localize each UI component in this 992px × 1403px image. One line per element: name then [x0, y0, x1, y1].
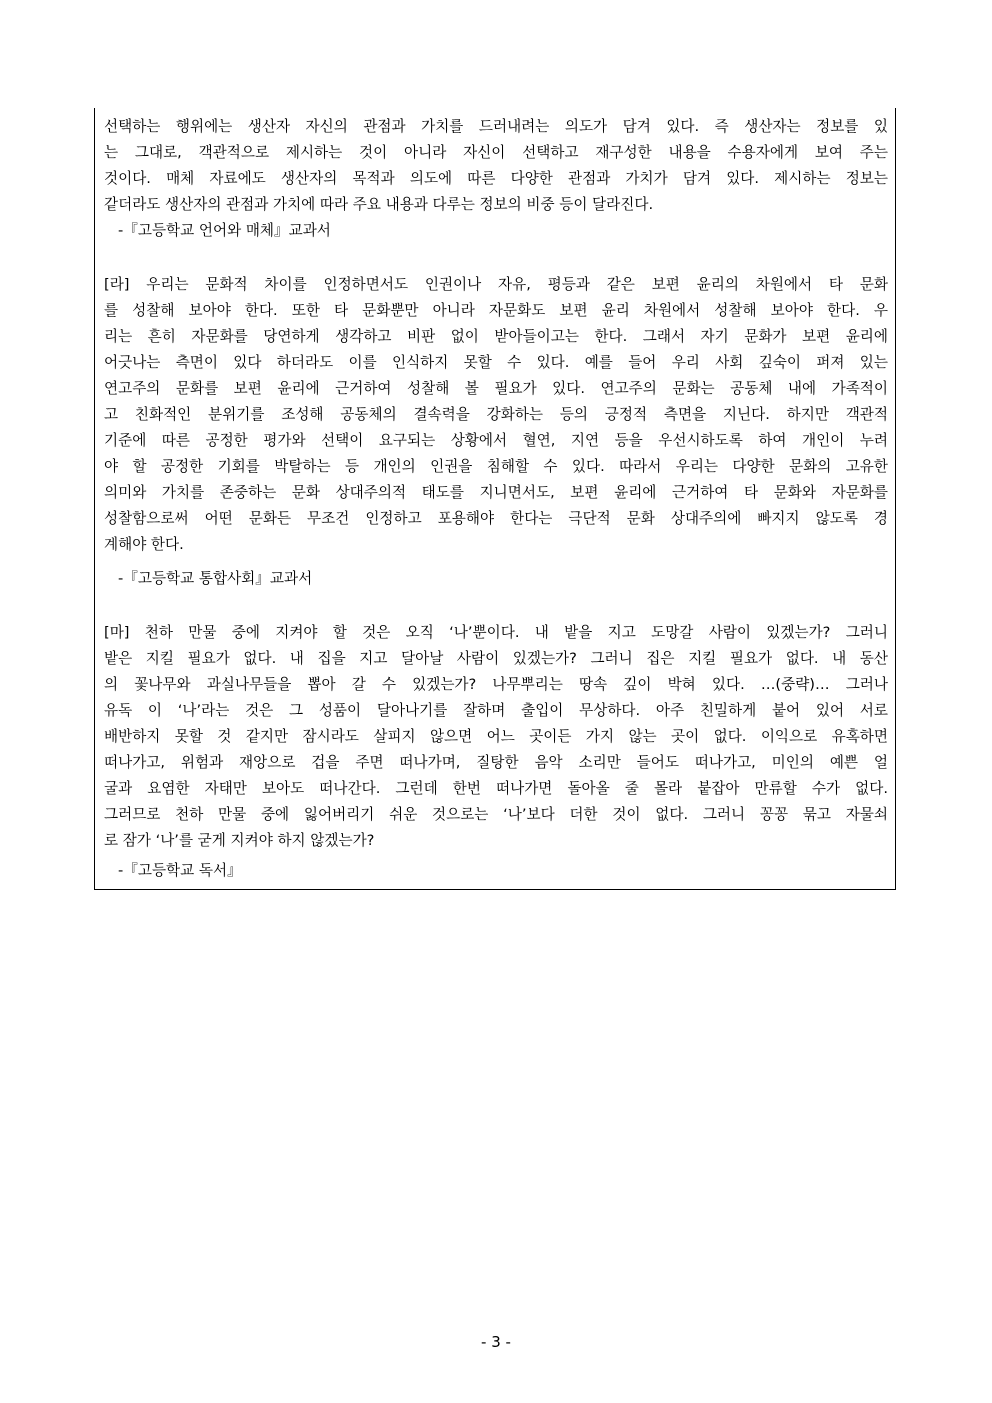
passage-e-text [104, 620, 888, 854]
text-line: 유독 이 ‘나’라는 것은 그 성품이 달아나기를 잘하며 출입이 무상하다. 아주 친밀하게 붙어 있어 서로 [104, 702, 888, 719]
text-line: 것이다. 매체 자료에도 생산자의 목적과 의도에 따른 다양한 관점과 가치가 담겨 있다. 제시하는 정보는 [104, 170, 888, 187]
passage-c-text [104, 114, 888, 218]
text-line: 밭은 지킬 필요가 없다. 내 집을 지고 달아날 사람이 있겠는가? 그러니 집은 지킬 필요가 없다. 내 동산 [104, 650, 888, 667]
text-line: 배반하지 못할 것 같지만 잠시라도 살피지 않으면 어느 곳이든 가지 않는 곳이 없다. 이익으로 유혹하면 [104, 728, 888, 745]
text-line: 떠나가고, 위험과 재앙으로 겁을 주면 떠나가며, 질탕한 음악 소리만 들어도 떠나가고, 미인의 예쁜 얼 [104, 754, 888, 771]
text-line: 를 성찰해 보아야 한다. 또한 타 문화뿐만 아니라 자문화도 보편 윤리 차원에서 성찰해 보아야 한다. 우 [104, 302, 888, 319]
text-line: 어긋나는 측면이 있다 하더라도 이를 인식하지 못할 수 있다. 예를 들어 우리 사회 깊숙이 퍼져 있는 [104, 354, 888, 371]
text-line: 의 꽃나무와 과실나무들을 뽑아 갈 수 있겠는가? 나무뿌리는 땅속 깊이 박혀 있다. …(중략)… 그러나 [104, 676, 888, 693]
passage-d-source: -『고등학교 통합사회』교과서 [118, 570, 313, 587]
text-line: 성찰함으로써 어떤 문화든 무조건 인정하고 포용해야 한다는 극단적 문화 상대주의에 빠지지 않도록 경 [104, 510, 888, 527]
text-line: 는 그대로, 객관적으로 제시하는 것이 아니라 자신이 선택하고 재구성한 내용을 수용자에게 보여 주는 [104, 144, 888, 161]
text-line: 연고주의 문화를 보편 윤리에 근거하여 성찰해 볼 필요가 있다. 연고주의 문화는 공동체 내에 가족적이 [104, 380, 888, 397]
passage-d-text [104, 272, 888, 558]
text-line: 선택하는 행위에는 생산자 자신의 관점과 가치를 드러내려는 의도가 담겨 있다. 즉 생산자는 정보를 있 [104, 118, 888, 135]
passage-e-source: -『고등학교 독서』 [118, 862, 242, 879]
text-line: 야 할 공정한 기회를 박탈하는 등 개인의 인권을 침해할 수 있다. 따라서 우리는 다양한 문화의 고유한 [104, 458, 888, 475]
text-line: 고 친화적인 분위기를 조성해 공동체의 결속력을 강화하는 등의 긍정적 측면을 지닌다. 하지만 객관적 [104, 406, 888, 423]
text-line: 로 잠가 ‘나’를 굳게 지켜야 하지 않겠는가? [104, 832, 375, 849]
text-line: 리는 흔히 자문화를 당연하게 생각하고 비판 없이 받아들이고는 한다. 그래서 자기 문화가 보편 윤리에 [104, 328, 888, 345]
text-line: 그러므로 천하 만물 중에 잃어버리기 쉬운 것으로는 ‘나’보다 더한 것이 없다. 그러니 꽁꽁 묶고 자물쇠 [104, 806, 888, 823]
text-line: [마] 천하 만물 중에 지켜야 할 것은 오직 ‘나’뿐이다. 내 밭을 지고 도망갈 사람이 있겠는가? 그러니 [104, 624, 888, 641]
text-line: 기준에 따른 공정한 평가와 선택이 요구되는 상황에서 혈연, 지연 등을 우선시하도록 하여 개인이 누려 [104, 432, 888, 449]
text-line: 굴과 요염한 자태만 보아도 떠나간다. 그런데 한번 떠나가면 돌아올 줄 몰라 붙잡아 만류할 수가 없다. [104, 780, 888, 797]
text-line: 의미와 가치를 존중하는 문화 상대주의적 태도를 지니면서도, 보편 윤리에 근거하여 타 문화와 자문화를 [104, 484, 888, 501]
passage-c-source: -『고등학교 언어와 매체』교과서 [118, 222, 331, 239]
text-line: 같더라도 생산자의 관점과 가치에 따라 주요 내용과 다루는 정보의 비중 등이 달라진다. [104, 196, 654, 213]
text-line: 계해야 한다. [104, 536, 184, 553]
page-number: - 3 - [481, 1333, 511, 1351]
text-line: [라] 우리는 문화적 차이를 인정하면서도 인권이나 자유, 평등과 같은 보편 윤리의 차원에서 타 문화 [104, 276, 888, 293]
